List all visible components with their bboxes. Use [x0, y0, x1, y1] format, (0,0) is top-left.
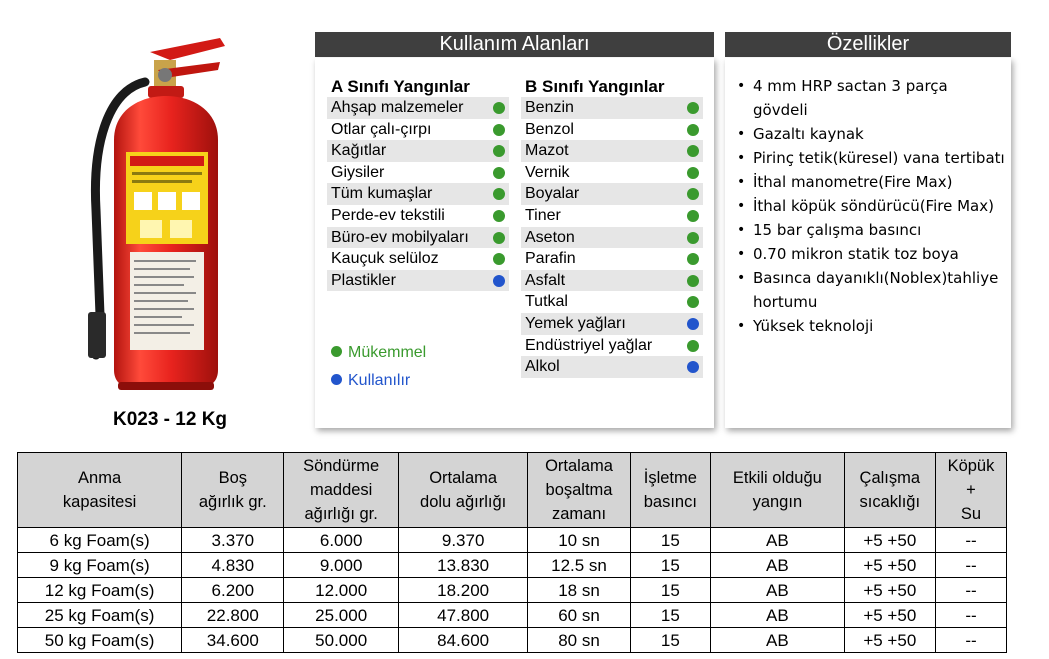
table-header-row: [18, 453, 1007, 528]
class_a-item-label: Plastikler: [331, 271, 396, 289]
property-item: [735, 122, 1007, 146]
header-line: Boş: [218, 469, 247, 487]
bullet-icon: •: [737, 198, 746, 214]
class_b-item-label: Tutkal: [525, 293, 568, 311]
green-dot-icon: [493, 102, 505, 114]
table-cell: 50 kg Foam(s): [18, 628, 182, 653]
class_b-item-label: Aseton: [525, 228, 575, 246]
table-header-cell: [528, 453, 630, 528]
extinguisher-image: [70, 30, 270, 400]
green-dot-icon: [493, 210, 505, 222]
property-item: [735, 74, 1007, 122]
legend-usable: [331, 372, 410, 390]
table-row: [18, 628, 1007, 653]
bullet-icon: •: [737, 174, 746, 190]
table-header-cell: [182, 453, 284, 528]
table-cell: AB: [711, 553, 845, 578]
class_b-item-label: Endüstriyel yağlar: [525, 336, 653, 354]
header-line: ağırlık gr.: [198, 493, 267, 511]
table-body: [18, 528, 1007, 653]
header-line: kapasitesi: [62, 493, 137, 511]
header-line: dolu ağırlığı: [420, 493, 507, 511]
property-text: İthal köpük söndürücü(Fire Max): [753, 197, 994, 215]
table-cell: 13.830: [398, 553, 527, 578]
table-header-cell: [935, 453, 1006, 528]
header-line: Ortalama: [545, 457, 613, 475]
green-dot-icon: [687, 253, 699, 265]
header-line: İşletme: [643, 469, 697, 487]
header-line: maddesi: [309, 481, 373, 499]
table-header-cell: [398, 453, 527, 528]
class_b-item: [521, 313, 703, 335]
header-line: boşaltma: [545, 481, 613, 499]
table-cell: 50.000: [284, 628, 399, 653]
header-line: ağırlığı gr.: [304, 505, 378, 523]
header-line: Su: [960, 505, 982, 523]
class_b-item: [521, 205, 703, 227]
green-dot-icon: [687, 167, 699, 179]
property-item: [735, 170, 1007, 194]
table-cell: 18.200: [398, 578, 527, 603]
class_a-item: [327, 205, 509, 227]
table-cell: 47.800: [398, 603, 527, 628]
table-cell: AB: [711, 578, 845, 603]
table-cell: 84.600: [398, 628, 527, 653]
legend-excellent-label: Mükemmel: [348, 344, 427, 361]
header-line: Anma: [78, 469, 122, 487]
class-b-column: [521, 76, 703, 378]
green-dot-icon: [493, 145, 505, 157]
class-a-column: [327, 76, 509, 291]
header-line: Etkili olduğu: [732, 469, 822, 487]
table-cell: 25.000: [284, 603, 399, 628]
class_b-item: [521, 335, 703, 357]
property-item: [735, 314, 1007, 338]
class_a-item: [327, 140, 509, 162]
header-line: Söndürme: [303, 457, 380, 475]
property-text: 4 mm HRP sactan 3 parça gövdeli: [753, 77, 948, 119]
class_a-item-label: Büro-ev mobilyaları: [331, 228, 469, 246]
table-cell: +5 +50: [844, 603, 935, 628]
green-dot-icon: [687, 145, 699, 157]
table-cell: --: [935, 578, 1006, 603]
green-dot-icon: [493, 253, 505, 265]
green-dot-icon: [687, 340, 699, 352]
class_b-item-label: Yemek yağları: [525, 314, 626, 332]
bullet-icon: •: [737, 126, 746, 142]
class-b-title: B Sınıfı Yangınlar: [525, 77, 665, 96]
blue-dot-icon: [687, 361, 699, 373]
table-cell: AB: [711, 528, 845, 553]
bullet-icon: •: [737, 222, 746, 238]
table-row: [18, 528, 1007, 553]
property-text: Pirinç tetik(küresel) vana tertibatı: [753, 149, 1005, 167]
class-a-title: A Sınıfı Yangınlar: [331, 77, 470, 96]
bullet-icon: •: [737, 246, 746, 262]
usage-panel-title: Kullanım Alanları: [315, 32, 714, 57]
class_b-item-label: Parafin: [525, 250, 576, 268]
property-item: [735, 194, 1007, 218]
green-dot-icon: [493, 124, 505, 136]
table-cell: 9.000: [284, 553, 399, 578]
class_a-item-label: Otlar çalı-çırpı: [331, 120, 432, 138]
class_a-item-label: Ahşap malzemeler: [331, 99, 464, 116]
table-cell: +5 +50: [844, 528, 935, 553]
property-text: Yüksek teknoloji: [753, 317, 874, 335]
table-header-cell: [844, 453, 935, 528]
properties-panel-title: Özellikler: [725, 32, 1011, 57]
bullet-icon: •: [737, 318, 746, 334]
table-header-cell: [18, 453, 182, 528]
table-cell: +5 +50: [844, 628, 935, 653]
property-item: [735, 242, 1007, 266]
class_b-item-label: Benzin: [525, 99, 574, 116]
usage-panel: [315, 58, 714, 428]
class_a-item: [327, 248, 509, 270]
class_b-item-label: Asfalt: [525, 271, 566, 289]
class_a-item-label: Kağıtlar: [331, 142, 387, 160]
table-cell: 25 kg Foam(s): [18, 603, 182, 628]
header-line: yangın: [752, 493, 803, 511]
table-cell: 12.000: [284, 578, 399, 603]
class_a-item-label: Perde-ev tekstili: [331, 206, 445, 224]
table-row: [18, 553, 1007, 578]
properties-panel: [725, 58, 1011, 428]
table-cell: AB: [711, 603, 845, 628]
table-cell: 4.830: [182, 553, 284, 578]
class_a-item: [327, 227, 509, 249]
table-cell: +5 +50: [844, 553, 935, 578]
header-line: Ortalama: [429, 469, 498, 487]
class-a-list: [327, 97, 509, 291]
table-cell: 80 sn: [528, 628, 630, 653]
table-header-cell: [630, 453, 710, 528]
green-dot-icon: [687, 210, 699, 222]
class_b-item: [521, 270, 703, 292]
table-cell: 12.5 sn: [528, 553, 630, 578]
class_a-item: [327, 97, 509, 119]
table-cell: 15: [630, 578, 710, 603]
green-dot-icon: [687, 232, 699, 244]
blue-dot-icon: [493, 275, 505, 287]
class_a-item-label: Kauçuk selüloz: [331, 250, 439, 268]
class_b-item-label: Alkol: [525, 358, 560, 376]
class_a-item: [327, 270, 509, 292]
green-dot-icon: [493, 232, 505, 244]
table-cell: 18 sn: [528, 578, 630, 603]
specification-table: [17, 452, 1007, 653]
green-dot-icon: [687, 102, 699, 114]
table-cell: 3.370: [182, 528, 284, 553]
green-dot-icon: [687, 296, 699, 308]
class_a-item: [327, 162, 509, 184]
header-line: sıcaklığı: [859, 493, 921, 511]
property-text: 0.70 mikron statik toz boya: [753, 245, 959, 263]
table-cell: --: [935, 528, 1006, 553]
legend-excellent: [331, 344, 426, 362]
class_b-item: [521, 248, 703, 270]
green-dot-icon: [687, 275, 699, 287]
bullet-icon: •: [737, 78, 746, 94]
class_b-item: [521, 183, 703, 205]
class_b-item: [521, 356, 703, 378]
header-line: Çalışma: [859, 469, 921, 487]
class_b-item-label: Vernik: [525, 163, 570, 181]
bullet-icon: •: [737, 270, 746, 286]
property-text: Basınca dayanıklı(Noblex)tahliye hortumu: [753, 269, 999, 311]
table-cell: 34.600: [182, 628, 284, 653]
class_a-item: [327, 119, 509, 141]
blue-dot-icon: [331, 374, 342, 385]
property-text: İthal manometre(Fire Max): [753, 173, 953, 191]
header-line: basıncı: [643, 493, 697, 511]
class_b-item: [521, 97, 703, 119]
table-cell: 15: [630, 628, 710, 653]
header-line: +: [966, 481, 976, 499]
class_a-item-label: Giysiler: [331, 163, 385, 181]
product-caption: K023 - 12 Kg: [112, 409, 228, 430]
table-cell: 6 kg Foam(s): [18, 528, 182, 553]
table-cell: 15: [630, 528, 710, 553]
class_b-item: [521, 119, 703, 141]
header-line: zamanı: [551, 505, 607, 523]
table-cell: --: [935, 553, 1006, 578]
header-line: Köpük: [947, 457, 995, 475]
extinguisher-illustration: [70, 30, 270, 400]
green-dot-icon: [687, 188, 699, 200]
table-header-cell: [284, 453, 399, 528]
property-text: Gazaltı kaynak: [753, 125, 864, 143]
green-dot-icon: [493, 188, 505, 200]
green-dot-icon: [687, 124, 699, 136]
table-cell: 9.370: [398, 528, 527, 553]
blue-dot-icon: [687, 318, 699, 330]
class_a-item: [327, 183, 509, 205]
table-row: [18, 603, 1007, 628]
class_b-item: [521, 291, 703, 313]
table-cell: 12 kg Foam(s): [18, 578, 182, 603]
table-cell: 6.000: [284, 528, 399, 553]
class_b-item: [521, 140, 703, 162]
green-dot-icon: [493, 167, 505, 179]
table-cell: --: [935, 628, 1006, 653]
table-cell: 15: [630, 553, 710, 578]
property-text: 15 bar çalışma basıncı: [753, 221, 922, 239]
property-item: [735, 146, 1007, 170]
class_b-item-label: Benzol: [525, 120, 574, 138]
table-row: [18, 578, 1007, 603]
class_b-item: [521, 162, 703, 184]
table-cell: 22.800: [182, 603, 284, 628]
legend-usable-label: Kullanılır: [348, 372, 411, 389]
class_b-item: [521, 227, 703, 249]
class-b-list: [521, 97, 703, 378]
class_b-item-label: Tiner: [525, 206, 561, 224]
table-cell: AB: [711, 628, 845, 653]
table-cell: 60 sn: [528, 603, 630, 628]
class_b-item-label: Mazot: [525, 142, 569, 160]
property-item: [735, 218, 1007, 242]
table-cell: 10 sn: [528, 528, 630, 553]
properties-list: [735, 74, 1007, 338]
class_a-item-label: Tüm kumaşlar: [331, 185, 433, 203]
table-cell: 6.200: [182, 578, 284, 603]
table-cell: +5 +50: [844, 578, 935, 603]
table-cell: --: [935, 603, 1006, 628]
table-cell: 9 kg Foam(s): [18, 553, 182, 578]
table-cell: 15: [630, 603, 710, 628]
green-dot-icon: [331, 346, 342, 357]
bullet-icon: •: [737, 150, 746, 166]
property-item: [735, 266, 1007, 314]
class_b-item-label: Boyalar: [525, 185, 580, 203]
table-header-cell: [711, 453, 845, 528]
